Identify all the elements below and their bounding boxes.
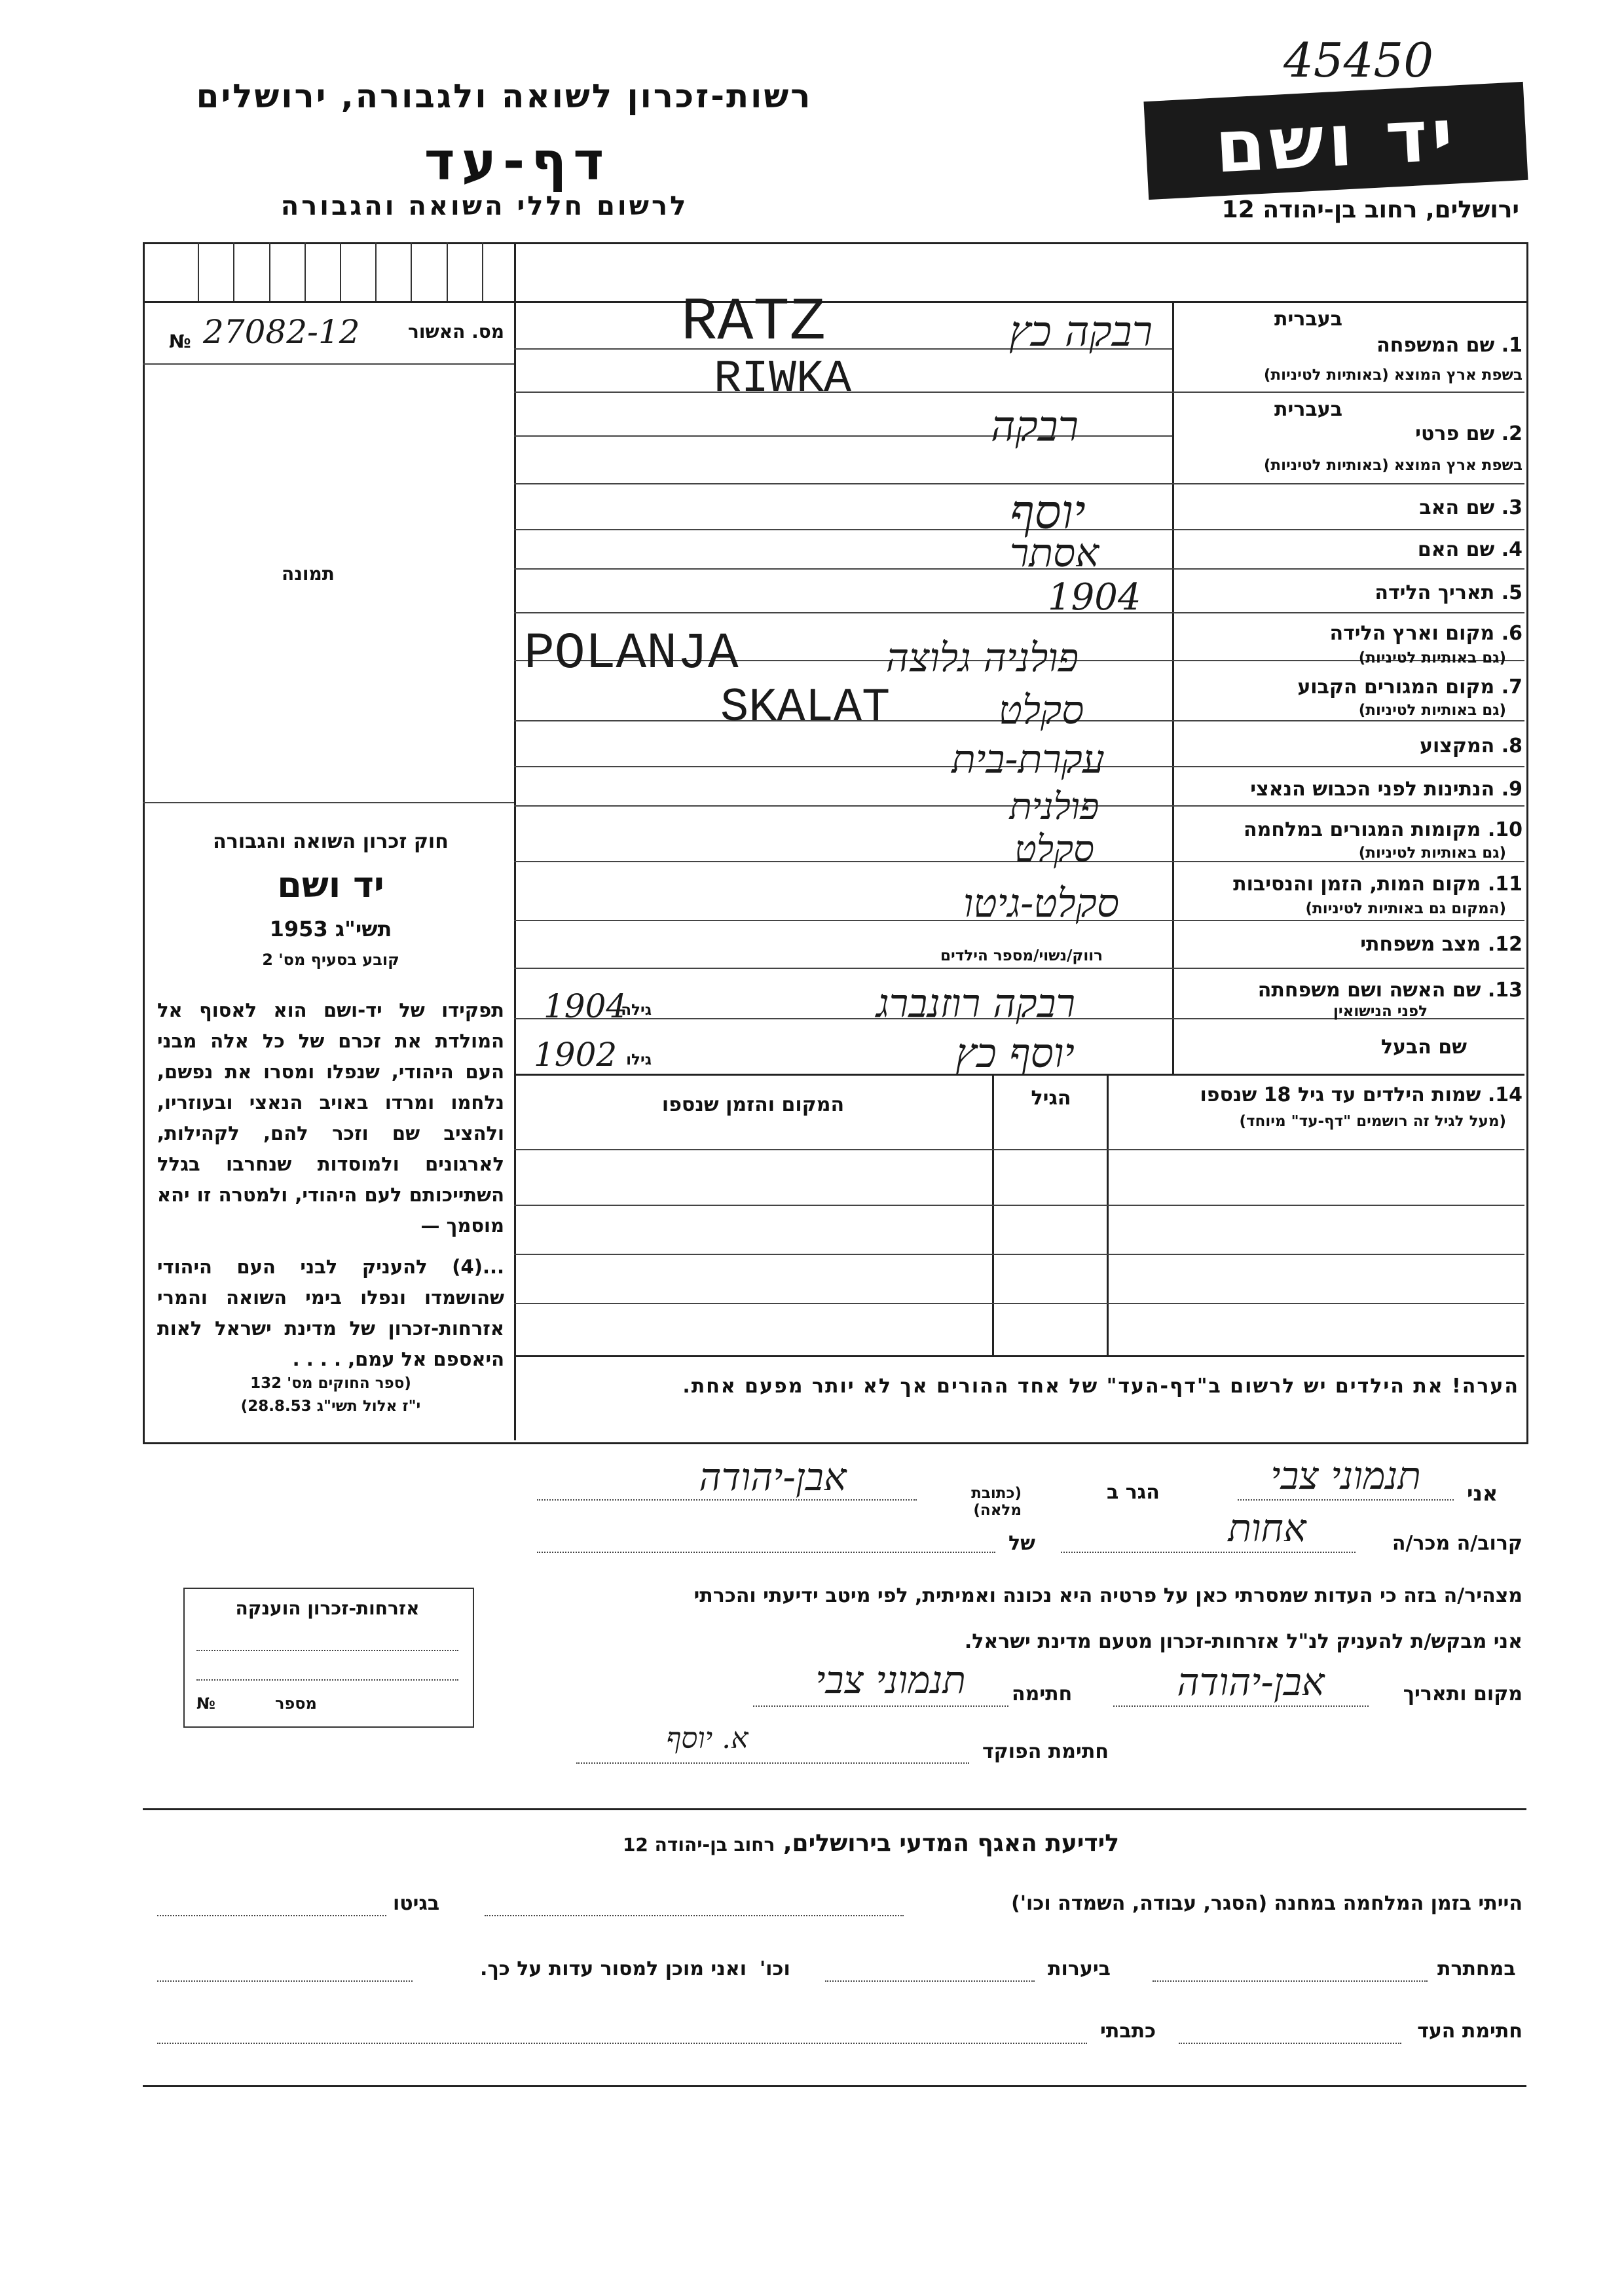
info-title: לידיעת האגף המדעי בירושלים, רחוב בן-יהודה 12 [622,1830,1120,1857]
husband-age-label: גילו [626,1051,652,1068]
children-row-line [514,1303,1524,1304]
law-source-2: י"ז אלול תשי"ג 28.8.53) [240,1398,421,1415]
info-bottom-line [143,2085,1526,2087]
children-row-line [514,1205,1524,1206]
field-4-label: 4. שם האם [1417,538,1522,561]
children-age-header: הגיל [1031,1087,1071,1110]
camp-line [485,1915,904,1916]
field-11-label: 11. מקום המות, הזמן והנסיבות [1233,873,1522,896]
declaration-1: מצהיר/ה בזה כי העדות שמסרתי כאן על פרטיה היא נכונה ואמיתית, לפי מיטב ידיעתי והכרתי [693,1584,1522,1607]
field-5-label: 5. תאריך הלידה [1375,581,1522,604]
law-clause: קובע בסעיף מס' 2 [262,951,399,969]
field-8-label: 8. המקצוע [1419,735,1522,757]
address-line [157,2043,1087,2044]
hw-wife-name: רבקה רוזנברג [876,981,1075,1027]
field-10-sub: (גם באותיות לטיניות) [1358,845,1506,862]
address-label: כתבתי [1100,2020,1156,2043]
photo-label: תמונה [282,563,335,585]
ready-label: ואני מוכן למסור עדות על כך. [480,1958,747,1980]
children-row-line [514,1254,1524,1255]
hw-wife-age: 1904 [544,987,627,1025]
hw-birth-place-hebrew: פולניה גלוצה [885,635,1079,681]
hw-mother: אסתר [1009,530,1099,576]
citizenship-box-line-2 [196,1679,458,1681]
law-year: תשי"ג 1953 [269,917,392,941]
label-column-divider [1172,301,1174,1074]
children-bottom-line [514,1355,1524,1357]
hw-officer-signature: א. יוסף [666,1722,748,1755]
hw-profession: עקרת-בית [951,737,1105,782]
field-14-sub: (מעל לגיל זה רושמים "דף-עד" מיוחד) [1239,1113,1506,1130]
field-12-label: 12. מצב משפחתי [1360,933,1522,956]
field-1-tag: בעברית [1274,308,1342,331]
i-label: אני [1467,1481,1498,1506]
children-place-header: המקום והזמן שנספו [661,1093,845,1116]
officer-line [576,1762,969,1764]
row-line [514,392,1524,393]
hw-birth-year: 1904 [1048,576,1141,619]
hw-death-place: סקלט-גיטו [963,881,1119,926]
field-1-label: 1. שם המשפחה [1376,334,1522,357]
law-title: חוק זכרון השואה והגבורה [213,830,449,853]
citizenship-box-title: אזרחות-זכרון הוענקה [235,1597,420,1619]
officer-label: חתימת הפוקד [982,1740,1109,1763]
witness-signature-label: חתימת העד [1417,2020,1522,2043]
signature-label: חתימה [1012,1683,1073,1705]
form-subtitle: לרשום חללי השואה והגבורה [280,191,689,221]
husband-label: שם הבעל [1380,1036,1467,1059]
field-6-sub: (גם באותיות לטיניות) [1358,649,1506,666]
field-9-label: 9. הנתינות לפני הכבוש הנאצי [1250,778,1522,801]
hw-nationality: פולנית [1009,786,1099,828]
hw-signature: תנמוני צבי [815,1658,966,1702]
children-col-div-2 [992,1074,994,1355]
law-source-1: (ספר החוקים מס' 132 [250,1375,411,1392]
witness-address-line [537,1499,917,1501]
yad-vashem-logo: יד ושם [1143,82,1528,200]
info-top-line [143,1808,1526,1810]
hw-first-name-hebrew: רבקה [990,403,1079,451]
registration-no-label: № [169,331,191,352]
children-header-line [514,1149,1524,1150]
header-address: ירושלים, רחוב בן-יהודה 12 [1221,196,1519,223]
relation-line [1061,1552,1356,1553]
children-col-div-1 [1107,1074,1109,1355]
field-7-label: 7. מקום המגורים הקבוע [1297,676,1522,699]
etc-label: וכו' [760,1958,790,1980]
hw-surname-latin: RATZ [681,288,826,357]
form-title: דף-עד [424,131,611,192]
law-name: יד ושם [277,864,384,905]
forests-line [825,1980,1035,1982]
marital-options: רווק/נשוי/מספר הילדים [940,947,1103,964]
hw-witness-name: תנמוני צבי [1270,1453,1421,1498]
hw-witness-address: אבן-יהודה [699,1455,847,1499]
hw-sign-place: אבן-יהודה [1177,1660,1325,1704]
registration-label: מס. האשור [408,321,504,342]
place-date-line [1113,1705,1369,1707]
of-label: של [1008,1532,1035,1555]
top-box-strip [164,242,517,301]
relation-label: קרוב/ה מכר/ה [1392,1532,1522,1555]
field-14-label: 14. שמות הילדים עד גיל 18 שנספו [1200,1084,1522,1106]
citizenship-box-line-1 [196,1650,458,1651]
hw-surname-hebrew: רבקה כץ [1009,308,1153,356]
children-note: הערה! את הילדים יש לרשום ב"דף-העד" של אחד ההורים אך לא יותר מפעם אחת. [682,1375,1519,1398]
wife-age-label: גילה [621,1002,652,1019]
ready-line [157,1980,413,1982]
field-2-sub: בשפת ארץ המוצא (באותיות לטיניות) [1263,457,1522,474]
underground-line [1153,1980,1428,1982]
field-3-label: 3. שם האב [1419,496,1522,519]
field-11-sub: (המקום גם באותיות לטיניות) [1305,900,1506,917]
full-address-label: (כתובת מלאה) [971,1485,1022,1519]
top-strip-line [143,301,1526,303]
hw-birth-place-latin: POLANJA [524,625,739,683]
signature-line [753,1705,1008,1707]
photo-separator [143,802,514,803]
hw-residence-hebrew: סקלט [998,687,1084,733]
place-date-label: מקום ותאריך [1403,1683,1522,1705]
resides-label: הגר ב [1107,1481,1160,1504]
forests-label: ביערות [1048,1958,1111,1980]
institution-name: רשות-זכרון לשואה ולגבורה, ירושלים [196,77,813,115]
field-10-label: 10. מקומות המגורים במלחמה [1244,818,1522,841]
citizenship-box-no: № [196,1694,215,1713]
row-line [514,968,1524,969]
ghetto-line [157,1915,386,1916]
field-2-label: 2. שם פרטי [1415,422,1522,445]
law-text-1: תפקידו של יד-ושם הוא לאסוף אל המולדת את זכרם של כל אלה מבני העם היהודי, שנפלו ומסרו את נפשם, נלחמו ומרדו באויב הנאצי ובעוזריו, ולהציב שם וזכר להם, לקהילות, לארגונים ולמוסדות שנחרבו בגלל השתייכותם לעם היהודי, ולמטרה זו יהא מוסמך — [157,999,504,1237]
left-column-divider [514,242,516,1440]
law-text-2: ...(4) להעניק לבני העם היהודי שהושמדו ונפלו בימי השואה והמרי אזרחות-זכרון של מדינת ישראל לאות היאספם אל עמם, . . . . [157,1256,504,1370]
field-13-label: 13. שם האשה ושם משפחתה [1257,979,1522,1002]
hw-wartime-residence: סקלט [1014,828,1094,871]
hw-residence-latin: SKALAT [720,681,891,735]
registration-number: 27082-12 [203,313,360,351]
row-line [514,612,1524,613]
registration-separator [143,363,514,365]
witness-signature-line [1179,2043,1401,2044]
hw-husband-age: 1902 [534,1036,618,1074]
underground-label: במחתרת [1437,1958,1516,1980]
of-line [537,1552,995,1553]
hw-first-name-latin: RIWKA [714,354,852,405]
declaration-2: אני מבקש/ת להעניק לנ"ל אזרחות-זכרון מטעם מדינת ישראל. [964,1630,1522,1653]
ghetto-label: בגיטו [393,1892,440,1915]
field-6-label: 6. מקום וארץ הלידה [1329,622,1522,645]
hw-father: יוסף [1010,484,1086,539]
field-7-sub: (גם באותיות לטיניות) [1358,702,1506,719]
camp-line-label: הייתי בזמן המלחמה במחנה (הסגר, עבודה, השמדה וכו') [1011,1892,1522,1915]
field-1-sub: בשפת ארץ המוצא (באותיות לטיניות) [1263,367,1522,384]
hw-husband-name: יוסף כץ [955,1029,1075,1077]
hw-relation: אחות [1228,1506,1306,1550]
field-13-sub: לפני הנישואין [1333,1003,1428,1020]
citizenship-box-number-label: מספר [275,1694,317,1713]
handwritten-doc-number: 45450 [1283,33,1434,88]
witness-name-line [1238,1499,1454,1501]
field-2-tag: בעברית [1274,398,1342,421]
